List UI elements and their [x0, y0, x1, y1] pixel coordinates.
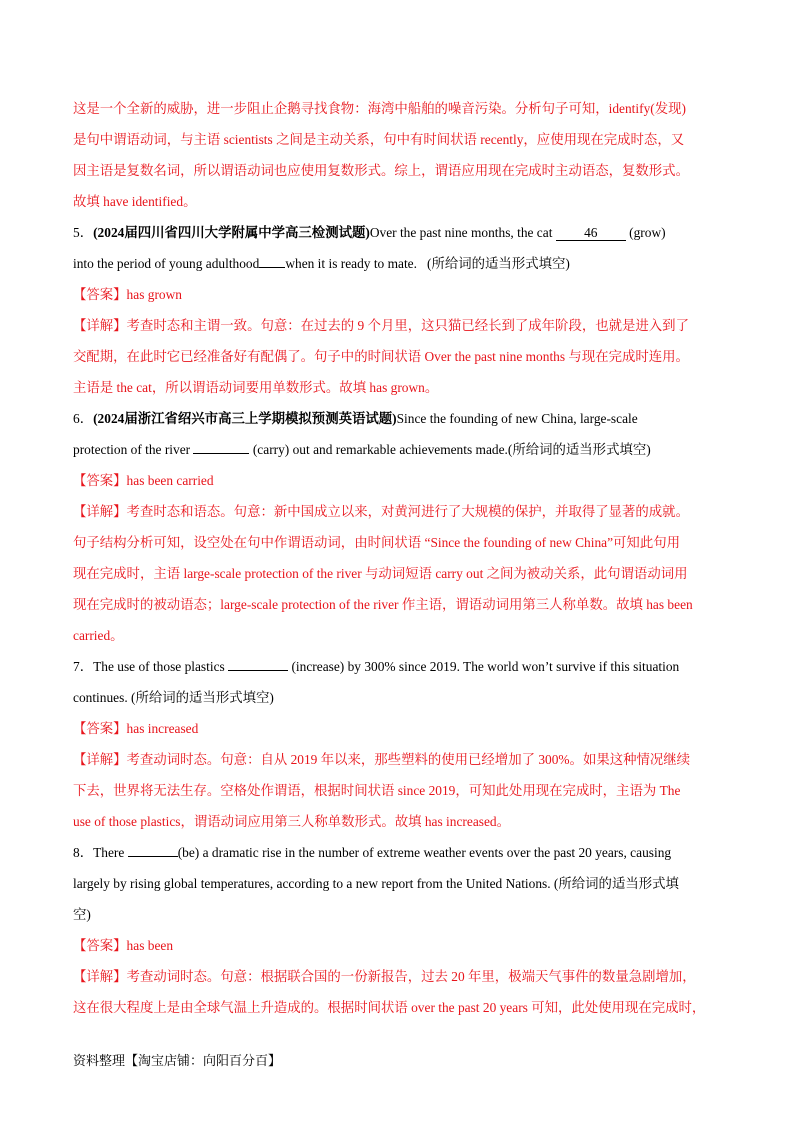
question-7-text-2: (increase) by 300% since 2019. The world won’t survive if this situation	[291, 659, 680, 674]
question-8-blank[interactable]	[128, 856, 178, 857]
question-7-detail-2: 下去，世界将无法生存。空格处作谓语，根据时间状语 since 2019，可知此处用现在完成时，主语为 The	[73, 783, 681, 798]
question-6-blank[interactable]	[193, 453, 249, 454]
question-6-detail-3: 现在完成时，主语 large-scale protection of the river 与动词短语 carry out 之间为被动关系，此句谓语动词用	[73, 566, 688, 581]
question-6-detail-5: carried。	[73, 628, 124, 643]
question-8-text-2: (be) a dramatic rise in the number of extreme weather events over the past 20 years, causing	[177, 845, 672, 860]
question-5-text-2: into the period of young adulthood	[73, 256, 260, 271]
question-8-detail-1: 【详解】考查动词时态。句意：根据联合国的一份新报告，过去 20 年里，极端天气事件的数量急剧增加，	[73, 969, 696, 984]
question-6-line-2	[73, 434, 728, 465]
intro-line-3: 因主语是复数名词，所以谓语动词也应使用复数形式。综上，谓语应用现在完成时主动语态，复数形式。	[73, 163, 689, 178]
intro-line-4: 故填 have identified。	[73, 194, 197, 209]
page-footer: 资料整理【淘宝店铺：向阳百分百】	[73, 1053, 282, 1068]
question-5-number: 5．	[73, 225, 94, 240]
question-6-number: 6．	[73, 411, 94, 426]
question-5-hint: (grow)	[629, 225, 666, 240]
question-6-line-1	[73, 403, 728, 434]
question-8-detail-2: 这在很大程度上是由全球气温上升造成的。根据时间状语 over the past 20 years 可知，此处使用现在完成时，	[73, 1000, 706, 1015]
question-8-text: There	[93, 845, 125, 860]
question-5-detail-3: 主语是 the cat，所以谓语动词要用单数形式。故填 has grown。	[73, 380, 439, 395]
question-5-line-2	[73, 248, 728, 279]
question-7-detail-1: 【详解】考查动词时态。句意：自从 2019 年以来，那些塑料的使用已经增加了 300%。如果这种情况继续	[73, 752, 691, 767]
question-6-text: Since the founding of new China, large-scale	[396, 411, 638, 426]
question-8-line-1	[73, 837, 728, 868]
question-5-detail-1: 【详解】考查时态和主谓一致。句意：在过去的 9 个月里，这只猫已经长到了成年阶段，也就是进入到了	[73, 318, 689, 333]
question-8-answer: 【答案】has been	[73, 938, 174, 953]
question-5-answer: 【答案】has grown	[73, 287, 182, 302]
question-6-detail-4: 现在完成时的被动语态；large-scale protection of the river 作主语，谓语动词用第三人称单数。故填 has been	[73, 597, 693, 612]
question-5-blank[interactable]: 46	[556, 226, 626, 241]
document-body	[73, 93, 728, 1023]
question-5-text: Over the past nine months, the cat	[369, 225, 553, 240]
question-5-text-3: when it is ready to mate.	[285, 256, 417, 271]
question-6-text-2: protection of the river	[73, 442, 191, 457]
question-7-line-1	[73, 651, 728, 682]
question-5-detail-2: 交配期，在此时它已经准备好有配偶了。句子中的时间状语 Over the past nine months 与现在完成时连用。	[73, 349, 689, 364]
question-5-line-1	[73, 217, 728, 248]
question-6-detail-2: 句子结构分析可知，设空处在句中作谓语动词，由时间状语 “Since the founding of new China”可知此句用	[73, 535, 680, 550]
question-8-line-3: 空)	[73, 907, 91, 922]
question-6-text-3: (carry) out and remarkable achievements made.(所给词的适当形式填空)	[252, 442, 651, 457]
question-7-number: 7．	[73, 659, 94, 674]
intro-line-1: 这是一个全新的威胁，进一步阻止企鹅寻找食物：海湾中船舶的噪音污染。分析句子可知，identify(发现)	[73, 101, 686, 116]
question-6-answer: 【答案】has been carried	[73, 473, 214, 488]
question-7-text: The use of those plastics	[93, 659, 225, 674]
question-7-blank[interactable]	[228, 670, 288, 671]
question-7-detail-3: use of those plastics，谓语动词应用第三人称单数形式。故填 has increased。	[73, 814, 510, 829]
question-8-line-2: largely by rising global temperatures, according to a new report from the United Nations. (所给词的适当形式填	[73, 876, 679, 891]
question-5-source: (2024届四川省四川大学附属中学高三检测试题)	[93, 225, 370, 240]
question-8-number: 8．	[73, 845, 94, 860]
question-5-blank-2	[259, 267, 285, 268]
question-5-instruction: (所给词的适当形式填空)	[427, 256, 570, 271]
question-6-detail-1: 【详解】考查时态和语态。句意：新中国成立以来，对黄河进行了大规模的保护，并取得了显著的成就。	[73, 504, 689, 519]
question-7-line-2: continues. (所给词的适当形式填空)	[73, 690, 274, 705]
intro-line-2: 是句中谓语动词，与主语 scientists 之间是主动关系，句中有时间状语 recently，应使用现在完成时态，又	[73, 132, 685, 147]
question-6-source: (2024届浙江省绍兴市高三上学期模拟预测英语试题)	[93, 411, 397, 426]
question-7-answer: 【答案】has increased	[73, 721, 199, 736]
